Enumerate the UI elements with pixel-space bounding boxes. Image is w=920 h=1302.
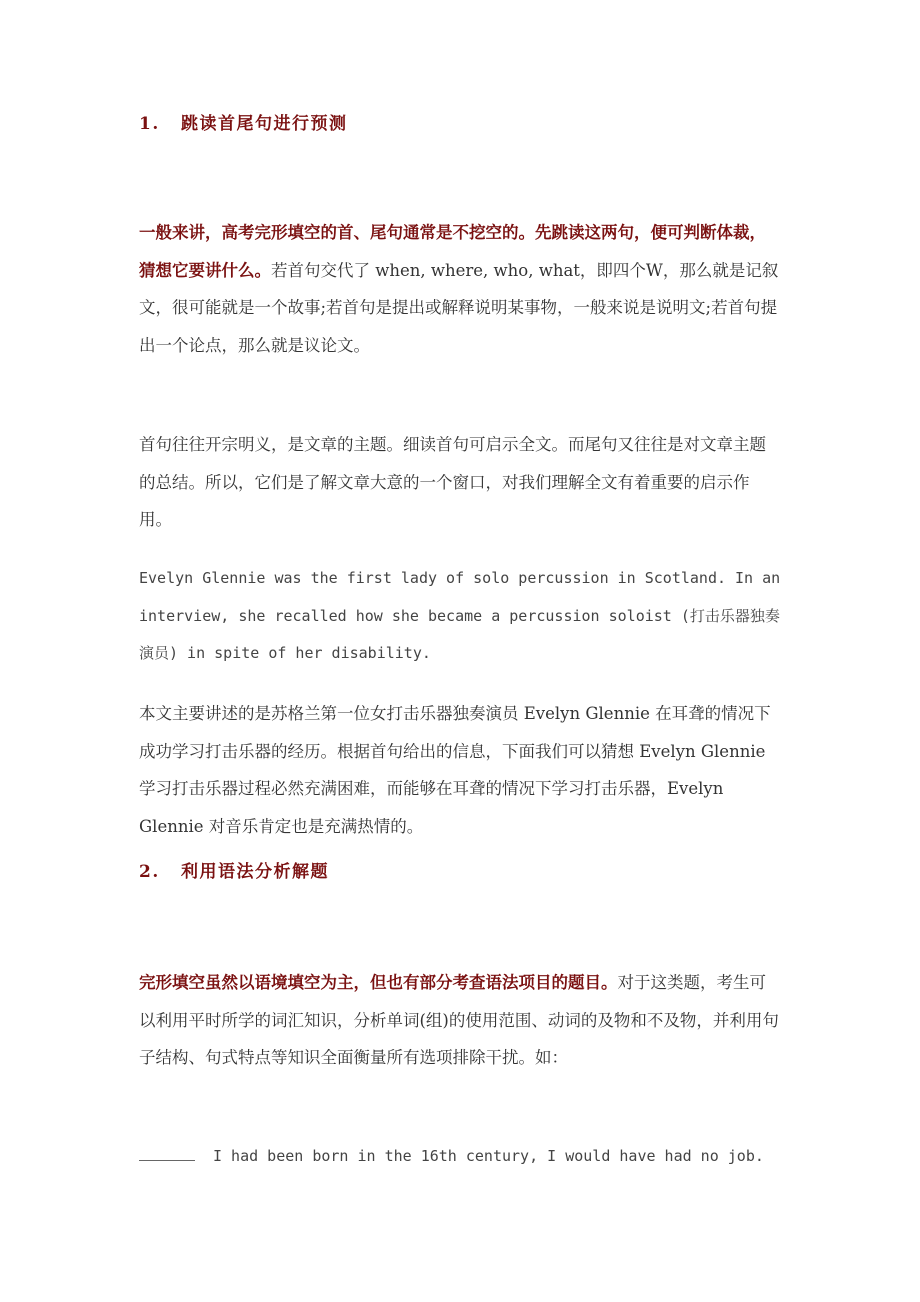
section-2-number: 2. — [139, 862, 160, 882]
paragraph-1 — [139, 214, 781, 364]
section-2-heading — [139, 854, 781, 892]
section-1-heading — [139, 106, 781, 144]
paragraph-4 — [139, 964, 781, 1077]
paragraph-2 — [139, 426, 781, 539]
example-1 — [139, 560, 781, 673]
section-2-title: 利用语法分析解题 — [181, 862, 329, 882]
paragraph-1-emphasis: 一般来讲，高考完形填空的首、尾句通常是不挖空的。先跳读这两句，便可判断体裁，猜想它要讲什么。 — [139, 223, 766, 280]
paragraph-4-text: 对于这类题，考生可以利用平时所学的词汇知识，分析单词(组)的使用范围、动词的及物和不及物，并利用句子结构、句式特点等知识全面衡量所有选项排除干扰。如： — [139, 973, 779, 1067]
paragraph-1-text: 若首句交代了 when, where, who, what，即四个W，那么就是记叙文，很可能就是一个故事;若首句是提出或解释说明某事物，一般来说是说明文;若首句提出一个论点，那么就是议论文。 — [139, 260, 779, 355]
answer-blank[interactable] — [139, 1136, 195, 1161]
paragraph-4-emphasis: 完形填空虽然以语境填空为主，但也有部分考查语法项目的题目。 — [139, 973, 618, 992]
example-2-text: I had been born in the 16th century, I would have had no job. — [213, 1147, 764, 1165]
example-2 — [139, 1136, 781, 1176]
paragraph-3-text: 本文主要讲述的是苏格兰第一位女打击乐器独奏演员 Evelyn Glennie 在耳聋的情况下成功学习打击乐器的经历。根据首句给出的信息，下面我们可以猜想 Evelyn Glennie 学习打击乐器过程必然充满困难，而能够在耳聋的情况下学习打击乐器，Evelyn Glennie 对音乐肯定也是充满热情的。 — [139, 704, 771, 836]
section-1-title: 跳读首尾句进行预测 — [181, 114, 348, 134]
paragraph-3 — [139, 695, 781, 845]
section-1-number: 1. — [139, 114, 160, 134]
example-1-text: Evelyn Glennie was the first lady of solo percussion in Scotland. In an interview, she recalled how she became a percussion soloist (打击乐器独奏演员) in spite of her disability. — [139, 569, 781, 662]
paragraph-2-text: 首句往往开宗明义，是文章的主题。细读首句可启示全文。而尾句又往往是对文章主题的总结。所以，它们是了解文章大意的一个窗口，对我们理解全文有着重要的启示作用。 — [139, 435, 766, 529]
